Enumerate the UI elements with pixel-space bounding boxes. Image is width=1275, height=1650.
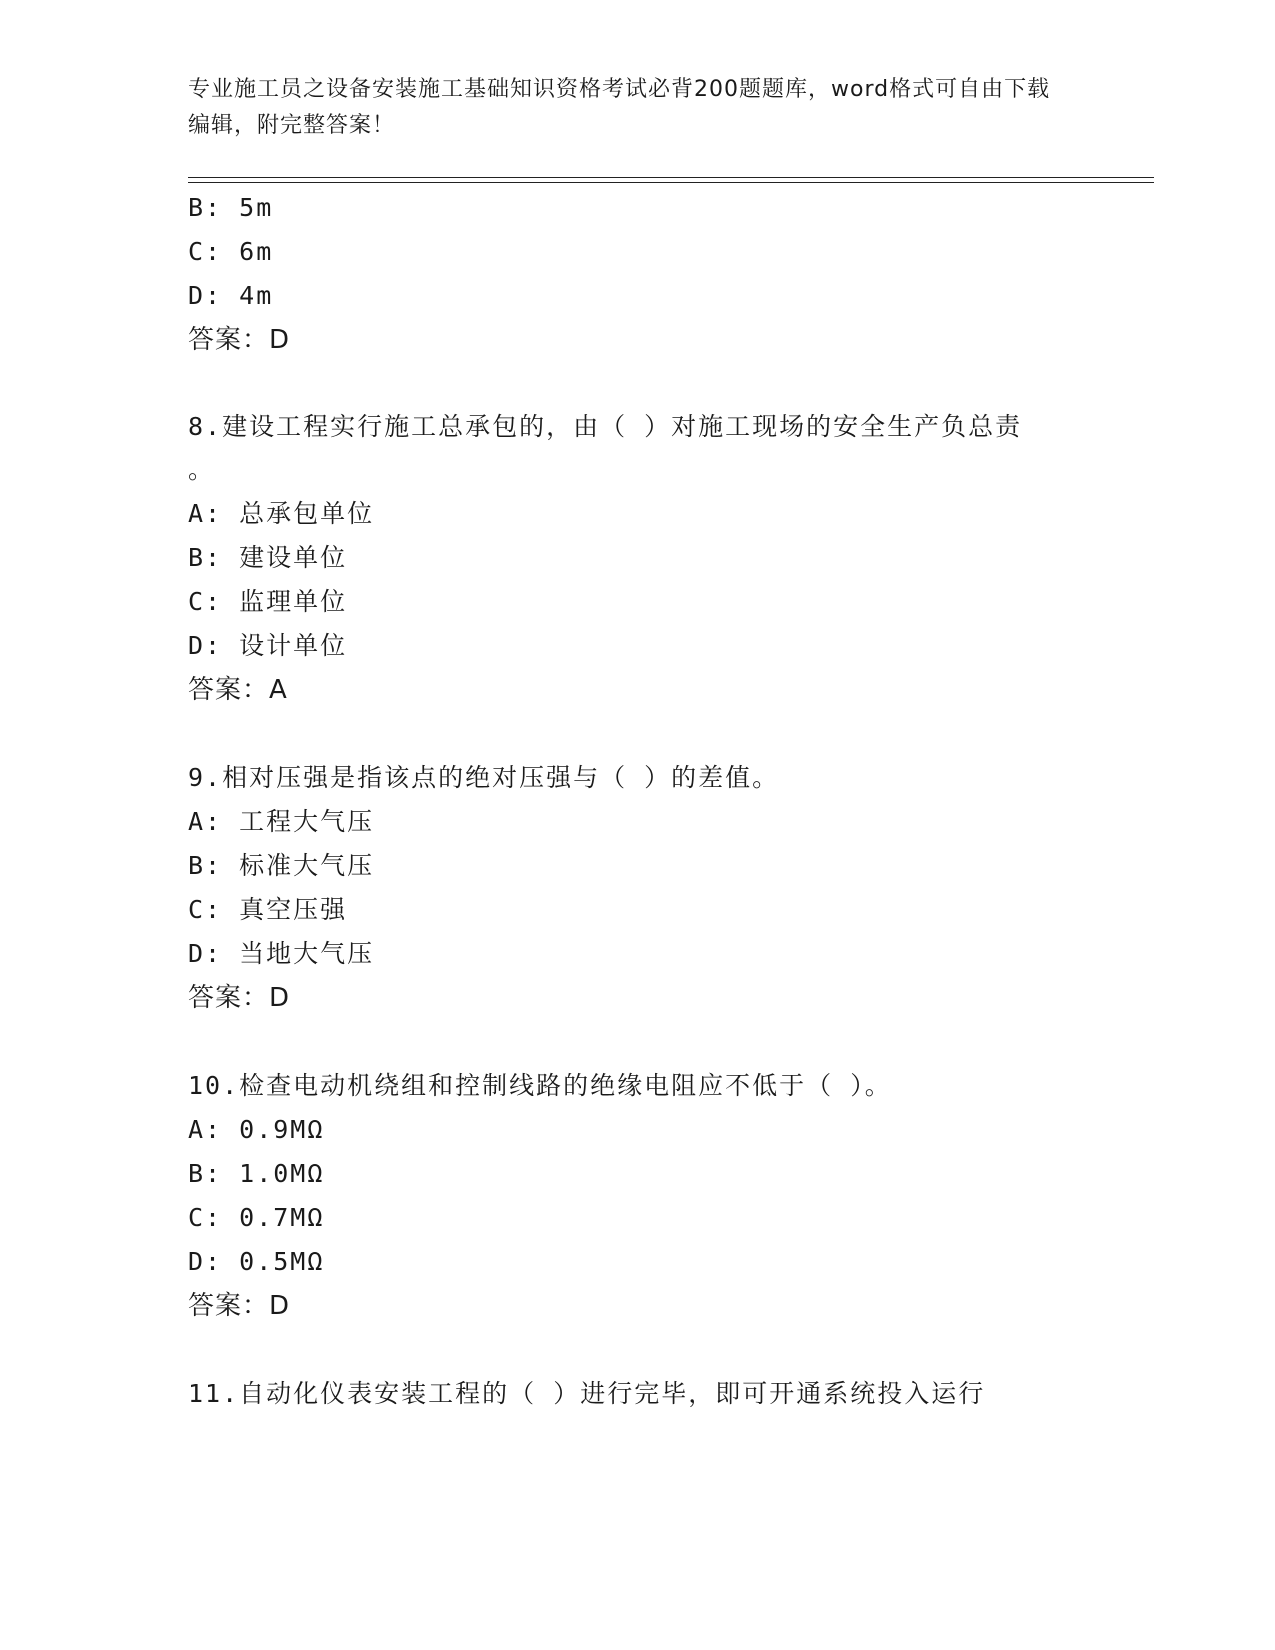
q9-stem: 9.相对压强是指该点的绝对压强与（ ）的差值。 (188, 763, 780, 792)
q10-option-a: A: 0.9MΩ (188, 1115, 325, 1144)
q9-answer: 答案：D (188, 983, 291, 1013)
q7-option-d: D: 4m (188, 281, 274, 310)
document-header: 专业施工员之设备安装施工基础知识资格考试必背200题题库，word格式可自由下载编辑，附完整答案！ (188, 77, 1051, 138)
q11-stem: 11.自动化仪表安装工程的（ ）进行完毕，即可开通系统投入运行 (188, 1379, 986, 1408)
header-divider-bottom (188, 182, 1154, 183)
header-divider-top (188, 177, 1154, 178)
q9-option-d: D: 当地大气压 (188, 939, 375, 968)
q7-answer: 答案：D (188, 325, 291, 355)
q9-option-b: B: 标准大气压 (188, 851, 375, 880)
q10-option-b: B: 1.0MΩ (188, 1159, 325, 1188)
q9-option-a: A: 工程大气压 (188, 807, 375, 836)
q8-option-b: B: 建设单位 (188, 543, 348, 572)
q10-option-c: C: 0.7MΩ (188, 1203, 325, 1232)
q8-answer: 答案：A (188, 675, 288, 705)
q10-option-d: D: 0.5MΩ (188, 1247, 325, 1276)
q7-option-b: B: 5m (188, 193, 274, 222)
q8-stem-tail: 。 (188, 455, 216, 484)
q8-option-c: C: 监理单位 (188, 587, 348, 616)
q9-option-c: C: 真空压强 (188, 895, 348, 924)
q8-option-a: A: 总承包单位 (188, 499, 375, 528)
q10-stem: 10.检查电动机绕组和控制线路的绝缘电阻应不低于（ ）。 (188, 1071, 892, 1100)
q8-stem: 8.建设工程实行施工总承包的，由（ ）对施工现场的安全生产负总责 (188, 412, 1023, 441)
q10-answer: 答案：D (188, 1291, 291, 1321)
q7-option-c: C: 6m (188, 237, 274, 266)
q8-option-d: D: 设计单位 (188, 631, 348, 660)
